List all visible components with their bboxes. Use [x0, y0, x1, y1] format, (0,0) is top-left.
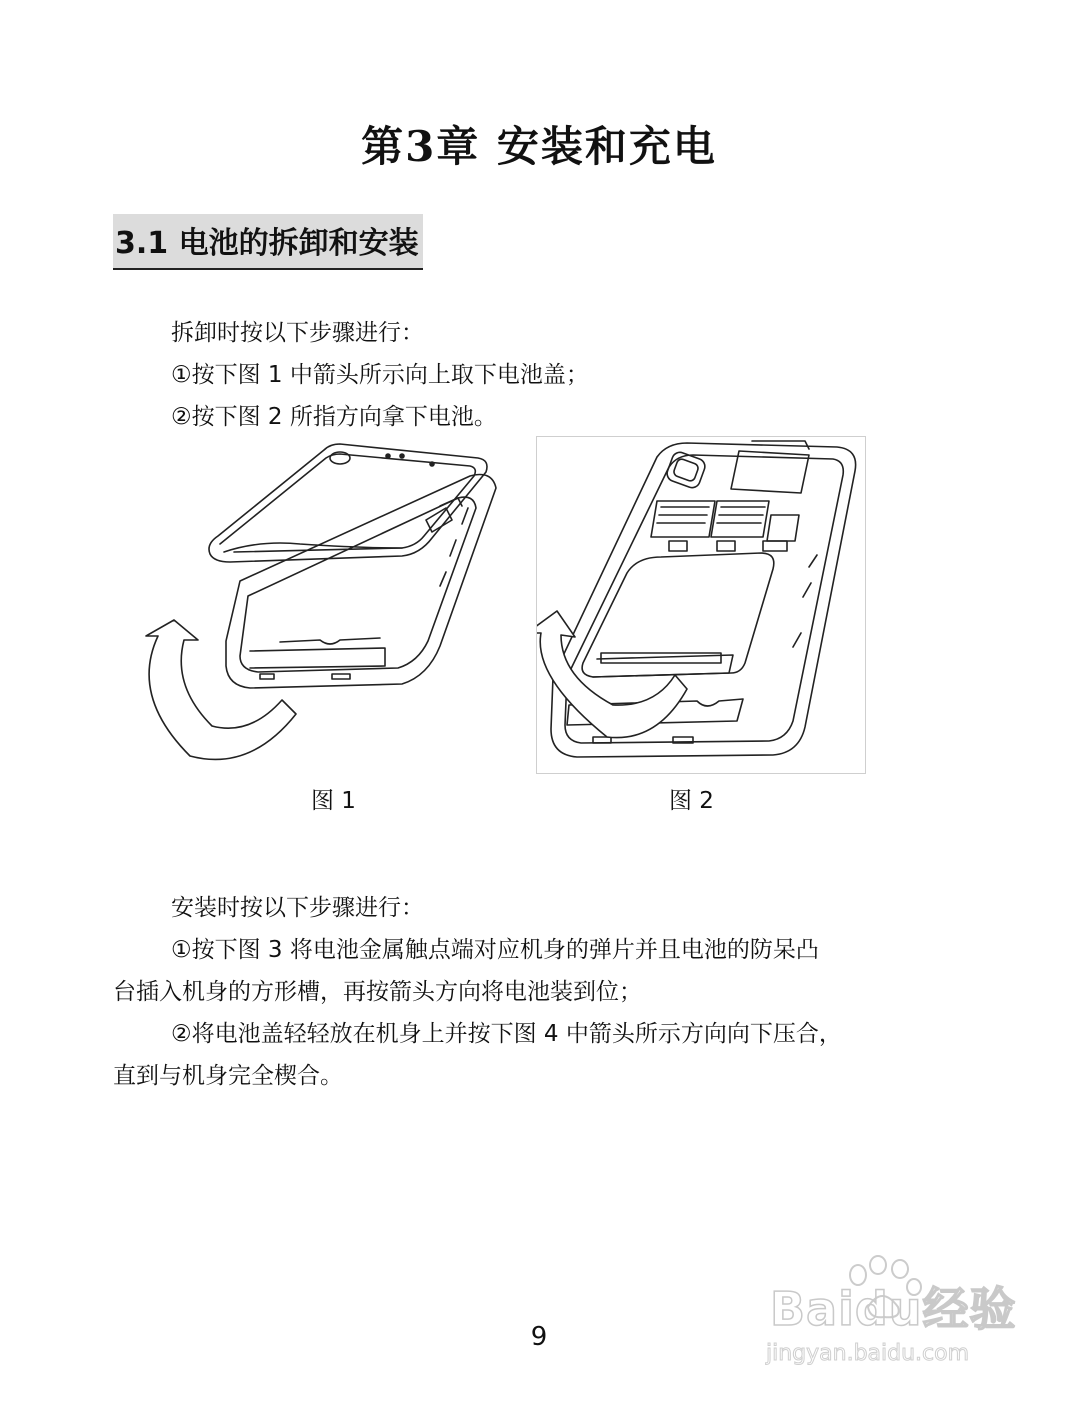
- removal-step-1: ①按下图 1 中箭头所示向上取下电池盖；: [171, 362, 589, 388]
- removal-instructions: [113, 312, 983, 438]
- baidu-watermark: [760, 1255, 1020, 1375]
- chapter-title: 第3章 安装和充电: [361, 122, 717, 171]
- install-step-2-line-1: ②将电池盖轻轻放在机身上并按下图 4 中箭头所示方向向下压合，: [171, 1021, 842, 1047]
- figure-1-caption: 图 1: [311, 788, 356, 814]
- removal-intro: 拆卸时按以下步骤进行：: [171, 320, 424, 346]
- watermark-brand: Baidu经验: [770, 1282, 1017, 1336]
- figure-1-remove-cover: [140, 436, 500, 766]
- install-step-1-line-1: ①按下图 3 将电池金属触点端对应机身的弹片并且电池的防呆凸: [171, 937, 819, 963]
- install-intro: 安装时按以下步骤进行：: [171, 895, 424, 921]
- install-instructions: [113, 887, 983, 1097]
- install-step-1-line-2: 台插入机身的方形槽，再按箭头方向将电池装到位；: [113, 979, 642, 1005]
- figure-2-remove-battery: [536, 436, 866, 774]
- figure-2-caption: 图 2: [669, 788, 714, 814]
- watermark-url: jingyan.baidu.com: [766, 1341, 970, 1366]
- page-number: 9: [530, 1322, 548, 1352]
- removal-step-2: ②按下图 2 所指方向拿下电池。: [171, 404, 497, 430]
- install-step-2-line-2: 直到与机身完全楔合。: [113, 1063, 343, 1089]
- section-heading: 3.1 电池的拆卸和安装: [113, 214, 423, 270]
